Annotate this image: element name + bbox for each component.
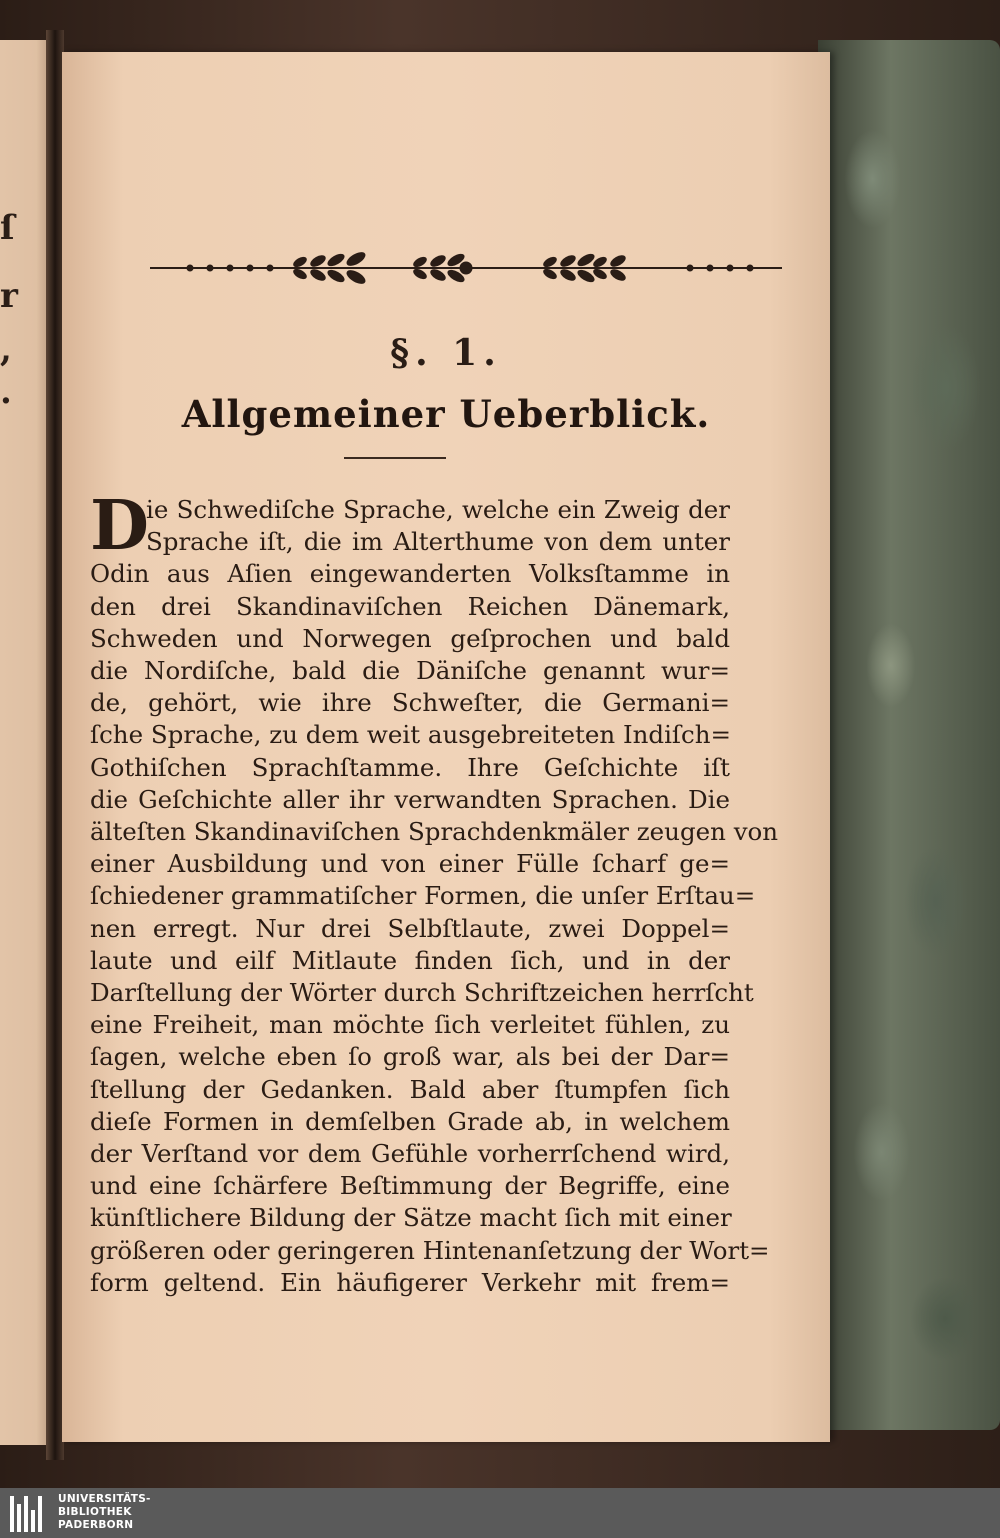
text-line: Sprache iſt, die im Alterthume von dem unter: [146, 527, 730, 557]
text-line: laute und eilf Mitlaute finden ſich, und in der: [90, 945, 730, 975]
library-name-line: UNIVERSITÄTS-: [58, 1493, 151, 1505]
text-line: de, gehört, wie ihre Schweſter, die Germani=: [90, 688, 730, 718]
previous-page-char: ,: [0, 330, 12, 370]
decorative-vine-ornament: [150, 250, 782, 286]
text-line: einer Ausbildung und von einer Fülle ſcharf ge=: [90, 849, 730, 879]
text-line: dieſe Formen in demſelben Grade ab, in welchem: [90, 1106, 730, 1136]
text-line: eine Freiheit, man möchte ſich verleitet fühlen, zu: [90, 1010, 730, 1040]
text-line: und eine ſchärfere Beſtimmung der Begriffe, eine: [90, 1171, 730, 1201]
text-line: nen erregt. Nur drei Selbſtlaute, zwei Doppel=: [90, 913, 730, 943]
text-line: ie Schwediſche Sprache, welche ein Zweig der: [146, 495, 730, 524]
text-line: die Geſchichte aller ihr verwandten Sprachen. Die: [90, 784, 730, 814]
marbled-binding-edge: [818, 40, 1000, 1430]
text-line: ſchiedener grammatiſcher Formen, die unſer Erſtau=: [90, 881, 756, 911]
text-line: ſagen, welche eben ſo groß war, als bei der Dar=: [90, 1042, 730, 1072]
library-name-line: PADERBORN: [58, 1519, 134, 1531]
previous-page-char: .: [0, 372, 12, 412]
previous-page-edge: [0, 40, 52, 1445]
text-line: der Verſtand vor dem Gefühle vorherrſchend wird,: [90, 1139, 730, 1169]
book-page: [62, 52, 830, 1442]
library-logo-icon: [10, 1496, 50, 1532]
text-line: form geltend. Ein häufigerer Verkehr mit frem=: [90, 1267, 730, 1297]
text-line: Gothiſchen Sprachſtamme. Ihre Geſchichte iſt: [90, 752, 730, 782]
heading-divider: [344, 457, 446, 459]
previous-page-char: r: [0, 276, 18, 316]
body-text: [90, 486, 779, 1299]
text-line: Schweden und Norwegen geſprochen und bald: [90, 623, 730, 653]
text-line: Darſtellung der Wörter durch Schriftzeichen herrſcht: [90, 978, 754, 1008]
drop-cap: D: [90, 486, 149, 566]
text-line: Odin aus Aſien eingewanderten Volksſtamme in: [90, 559, 730, 589]
chapter-heading: Allgemeiner Ueberblick.: [181, 392, 711, 436]
text-line: ſtellung der Gedanken. Bald aber ſtumpfen ſich: [90, 1074, 730, 1104]
text-line: den drei Skandinaviſchen Reichen Dänemark,: [90, 591, 730, 621]
previous-page-char: ſ: [0, 208, 15, 248]
text-line: die Nordiſche, bald die Däniſche genannt wur=: [90, 656, 730, 686]
library-name: [58, 1493, 151, 1532]
text-line: künſtlichere Bildung der Sätze macht ſich mit einer: [90, 1203, 732, 1233]
section-number: §. 1.: [390, 332, 502, 374]
library-footer: [0, 1488, 1000, 1538]
text-line: ſche Sprache, zu dem weit ausgebreiteten Indiſch=: [90, 720, 732, 750]
text-line: älteſten Skandinaviſchen Sprachdenkmäler zeugen von: [90, 817, 779, 847]
text-line: größeren oder geringeren Hintenanſetzung der Wort=: [90, 1235, 770, 1265]
library-name-line: BIBLIOTHEK: [58, 1506, 132, 1518]
